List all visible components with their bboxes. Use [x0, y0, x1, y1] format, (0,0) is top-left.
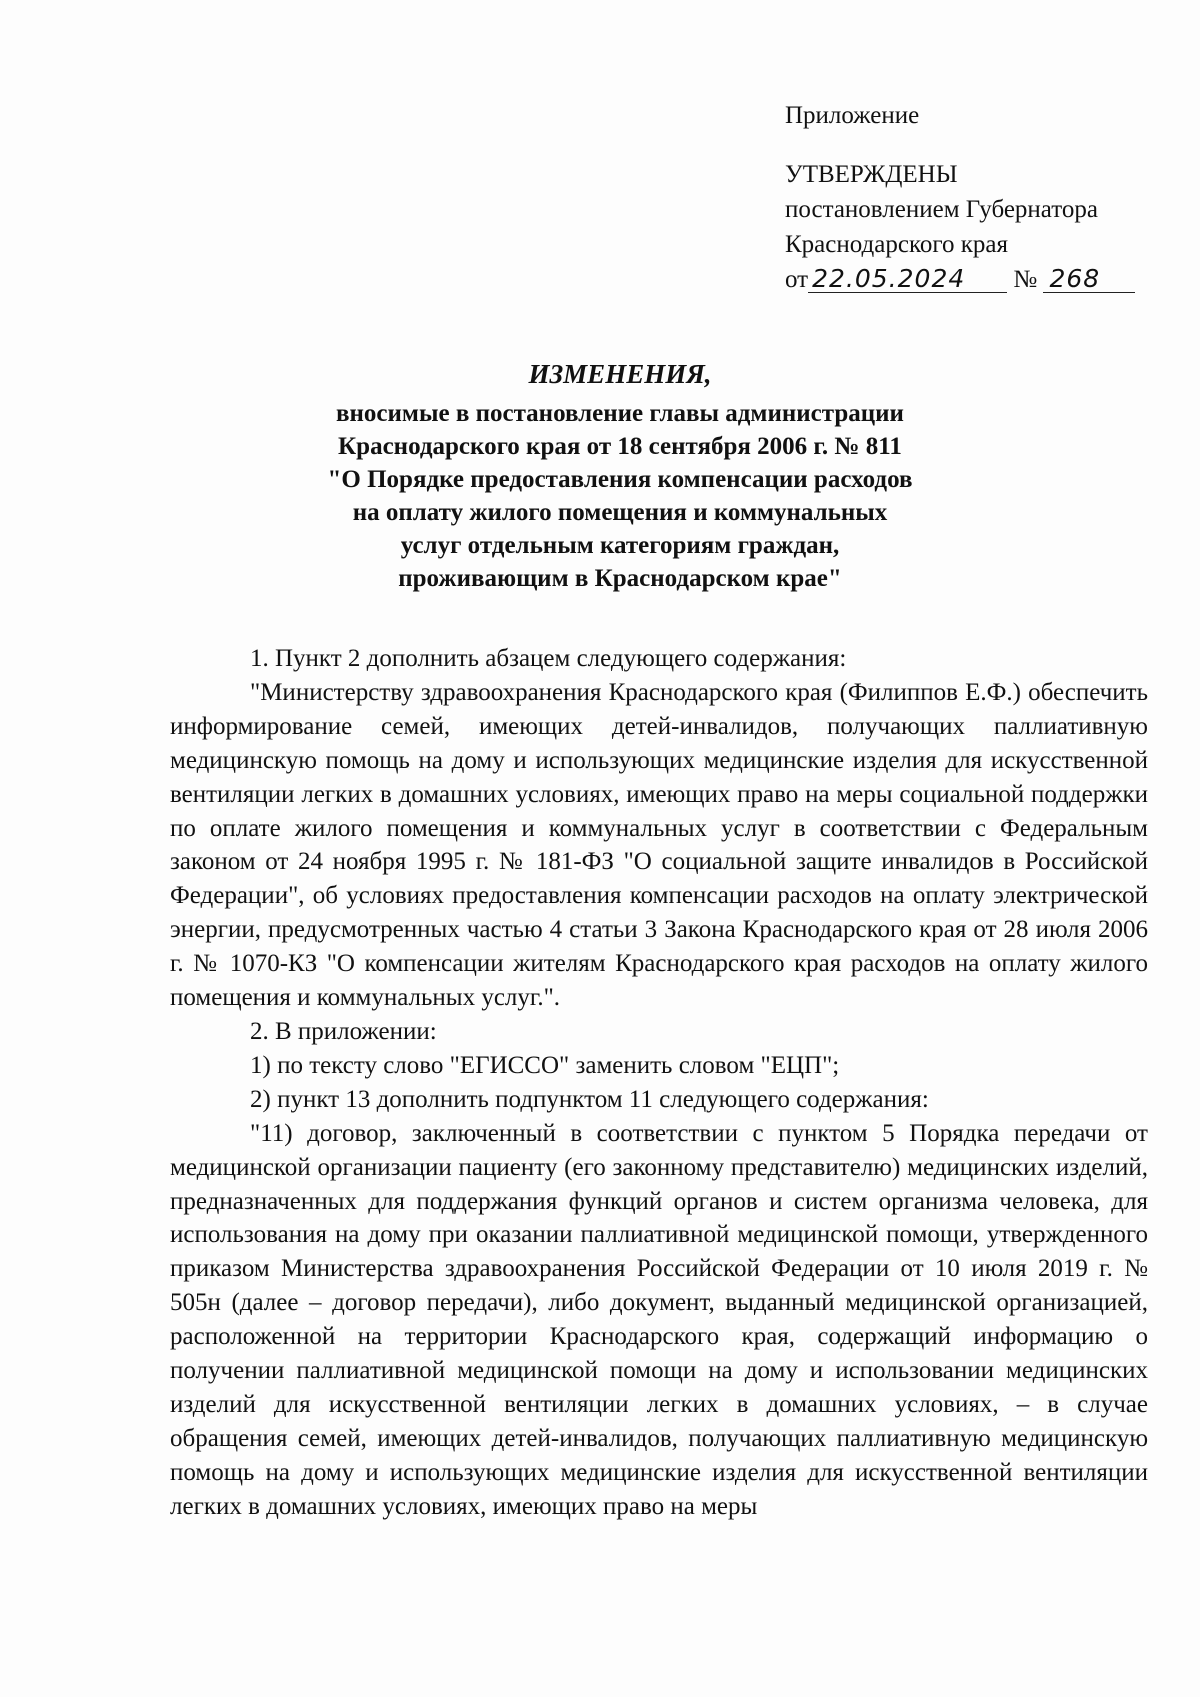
- paragraph: "11) договор, заключенный в соответствии с пунктом 5 Порядка передачи от медицинской организации пациенту (его законному представителю) медицинских изделий, предназначенных для поддержания функций органов и систем организма человека, для использования на дому при оказании паллиативной медицинской помощи, утвержденного приказом Министерства здравоохранения Российской Федерации от 10 июля 2019 г. № 505н (далее – договор передачи), либо документ, выданный медицинской организацией, расположенной на территории Краснодарского края, содержащий информацию о получении паллиативной медицинской помощи на дому и использовании медицинских изделий для искусственной вентиляции легких в домашних условиях, – в случае обращения семей, имеющих детей-инвалидов, получающих паллиативную медицинскую помощь на дому и использующих медицинские изделия для искусственной вентиляции легких в домашних условиях, имеющих право на меры: [170, 1119, 1148, 1520]
- handwritten-date: 22.05.2024: [808, 266, 1007, 293]
- title-line: проживающим в Краснодарском крае": [398, 565, 842, 592]
- paragraph: 2. В приложении:: [250, 1017, 437, 1045]
- title-line: на оплату жилого помещения и коммунальных: [352, 499, 888, 526]
- approved-label: УТВЕРЖДЕНЫ: [785, 161, 958, 188]
- paragraph: 1) по тексту слово "ЕГИССО" заменить словом "ЕЦП";: [250, 1051, 840, 1079]
- title-line: вносимые в постановление главы администрации: [336, 400, 904, 427]
- document-body: [170, 642, 1148, 1524]
- appendix-label: Приложение: [785, 102, 920, 129]
- title-line: услуг отдельным категориям граждан,: [400, 532, 840, 559]
- spacer: [785, 133, 1165, 157]
- title-main: ИЗМЕНЕНИЯ,: [528, 359, 712, 389]
- number-prefix: №: [1013, 266, 1038, 293]
- title-line: "О Порядке предоставления компенсации расходов: [327, 466, 913, 493]
- date-number-line: [785, 262, 1165, 297]
- approved-by-line-2: Краснодарского края: [785, 231, 1008, 258]
- document-title: [170, 358, 1070, 595]
- title-line: Краснодарского края от 18 сентября 2006 г. № 811: [338, 433, 902, 460]
- paragraph: 1. Пункт 2 дополнить абзацем следующего содержания:: [250, 645, 847, 672]
- approval-block: [785, 98, 1165, 297]
- paragraph: "Министерству здравоохранения Краснодарского края (Филиппов Е.Ф.) обеспечить информирование семей, имеющих детей-инвалидов, получающих паллиативную медицинскую помощь на дому и использующих медицинские изделия для искусственной вентиляции легких в домашних условиях, имеющих право на меры социальной поддержки по оплате жилого помещения и коммунальных услуг в соответствии с Федеральным законом от 24 ноября 1995 г. № 181-ФЗ "О социальной защите инвалидов в Российской Федерации", об условиях предоставления компенсации расходов на оплату электрической энергии, предусмотренных частью 4 статьи 3 Закона Краснодарского края от 28 июля 2006 г. № 1070-КЗ "О компенсации жителям Краснодарского края расходов на оплату жилого помещения и коммунальных услуг.".: [170, 678, 1148, 1012]
- handwritten-number: 268: [1043, 266, 1135, 293]
- paragraph: 2) пункт 13 дополнить подпунктом 11 следующего содержания:: [250, 1085, 929, 1113]
- approved-by-line-1: постановлением Губернатора: [785, 196, 1098, 223]
- date-prefix: от: [785, 266, 809, 293]
